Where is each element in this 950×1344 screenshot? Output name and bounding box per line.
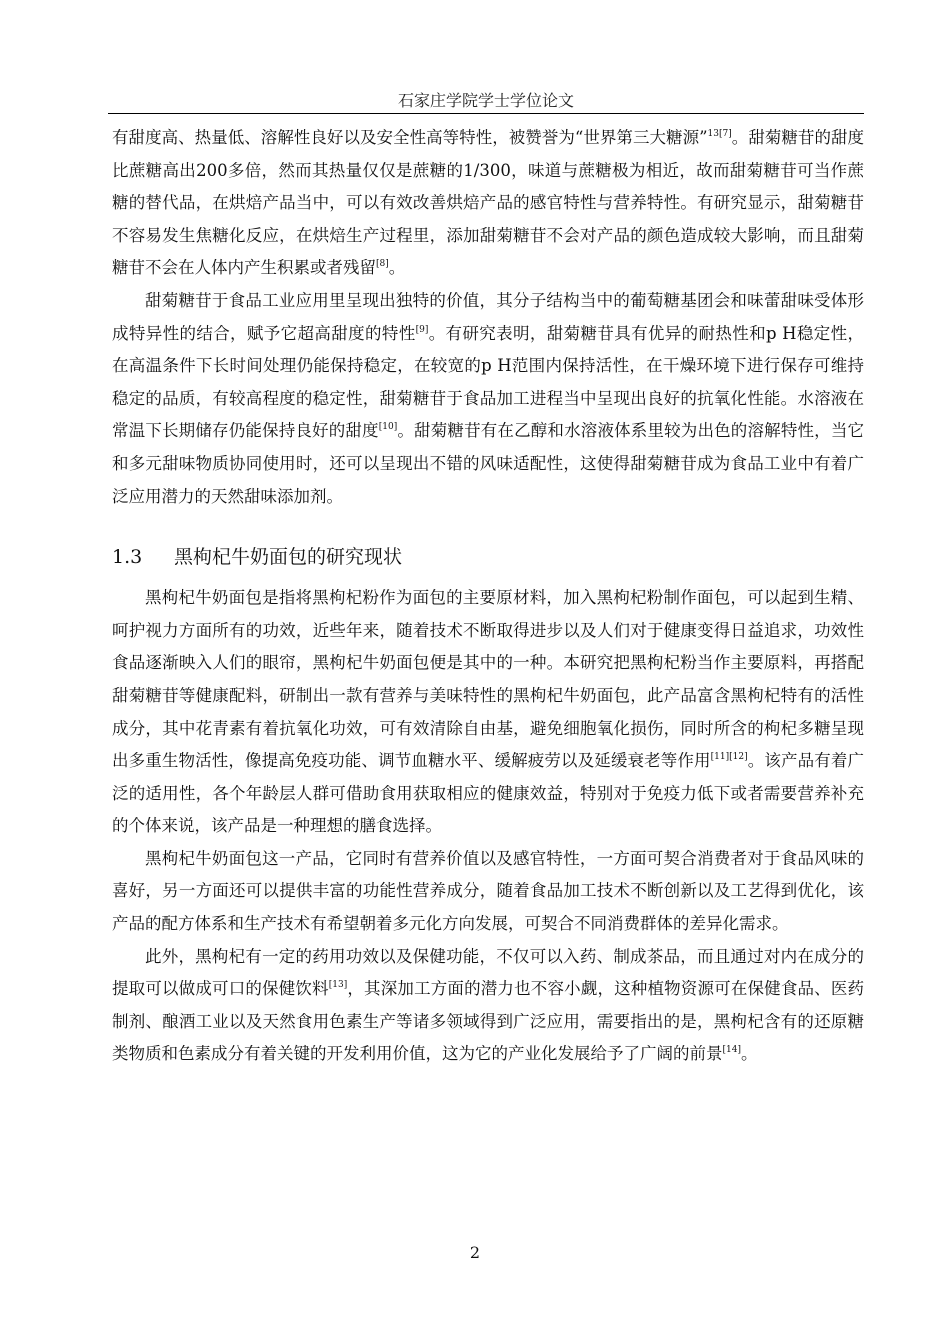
paragraph-2 xyxy=(112,285,864,513)
paragraph-1 xyxy=(112,122,864,285)
paragraph-2-text-c: 。甜菊糖苷有在乙醇和水溶液体系里较为出色的溶解特性，当它和多元甜味物质协同使用时，还可以呈现出不错的风味适配性，这使得甜菊糖苷成为食品工业中有着广泛应用潜力的天然甜味添加剂。 xyxy=(112,421,865,506)
section-title: 黑枸杞牛奶面包的研究现状 xyxy=(174,546,403,569)
citation-11-12: [11][12] xyxy=(710,752,748,763)
paragraph-2-text-a: 甜菊糖苷于食品工业应用里呈现出独特的价值，其分子结构当中的葡萄糖基团会和味蕾甜味受体形成特异性的结合，赋予它超高甜度的特性 xyxy=(112,290,864,343)
citation-13: [13] xyxy=(328,980,348,991)
paragraph-4-text-a: 黑枸杞牛奶面包这一产品，它同时有营养价值以及感官特性，一方面可契合消费者对于食品风味的喜好，另一方面还可以提供丰富的功能性营养成分，随着食品加工技术不断创新以及工艺得到优化，该产品的配方体系和生产技术有希望朝着多元化方向发展，可契合不同消费群体的差异化需求。 xyxy=(112,848,864,934)
running-header: 石家庄学院学士学位论文 xyxy=(397,91,574,110)
paragraph-1-text-a: 有甜度高、热量低、溶解性良好以及安全性高等特性，被赞誉为“世界第三大糖源” xyxy=(112,128,708,147)
section-number: 1.3 xyxy=(112,546,143,569)
page-number: 2 xyxy=(469,1243,481,1262)
citation-7: 13[7] xyxy=(707,129,732,139)
citation-14: [14] xyxy=(722,1045,741,1056)
paragraph-3-text-a: 黑枸杞牛奶面包是指将黑枸杞粉作为面包的主要原材料，加入黑枸杞粉制作面包，可以起到生精、呵护视力方面所有的功效，近些年来，随着技术不断取得进步以及人们对于健康变得日益追求，功效性食品逐渐映入人们的眼帘，黑枸杞牛奶面包便是其中的一种。本研究把黑枸杞粉当作主要原料，再搭配甜菊糖苷等健康配料，研制出一款有营养与美味特性的黑枸杞牛奶面包，此产品富含黑枸杞特有的活性成分，其中花青素有着抗氧化功效，可有效清除自由基，避免细胞氧化损伤，同时所含的枸杞多糖呈现出多重生物活性，像提高免疫功能、调节血糖水平、缓解疲劳以及延缓衰老等作用 xyxy=(112,588,864,771)
paragraph-3-text-b: 。该产品有着广泛的适用性，各个年龄层人群可借助食用获取相应的健康效益，特别对于免疫力低下或者需要营养补充的个体来说，该产品是一种理想的膳食选择。 xyxy=(112,751,865,836)
paragraph-1-text-b: 。甜菊糖苷的甜度比蔗糖高出200多倍，然而其热量仅仅是蔗糖的1/300，味道与蔗糖极为相近，故而甜菊糖苷可当作蔗糖的替代品，在烘焙产品当中，可以有效改善烘焙产品的感官特性与营养特性。有研究显示，甜菊糖苷不容易发生焦糖化反应，在烘焙生产过程里，添加甜菊糖苷不会对产品的颜色造成较大影响，而且甜菊糖苷不会在人体内产生积累或者残留 xyxy=(112,128,865,278)
body-text xyxy=(112,122,864,1071)
paragraph-5-text-b: ，其深加工方面的潜力也不容小觑，这种植物资源可在保健食品、医药制剂、酿酒工业以及天然食用色素生产等诸多领域得到广泛应用，需要指出的是，黑枸杞含有的还原糖类物质和色素成分有着关键的开发利用价值，这为它的产业化发展给予了广阔的前景 xyxy=(112,979,865,1064)
citation-10: [10] xyxy=(378,422,398,433)
paragraph-4 xyxy=(112,843,864,941)
paragraph-5 xyxy=(112,941,864,1071)
citation-9: [9] xyxy=(415,324,429,335)
citation-8: [8] xyxy=(376,259,389,270)
paragraph-2-text-b: 。有研究表明，甜菊糖苷具有优异的耐热性和p H稳定性，在高温条件下长时间处理仍能保持稳定，在较宽的p H范围内保持活性，在干燥环境下进行保存可维持稳定的品质，有较高程度的稳定性，甜菊糖苷于食品加工进程当中呈现出良好的抗氧化性能。水溶液在常温下长期储存仍能保持良好的甜度 xyxy=(112,323,865,441)
header-divider xyxy=(108,113,864,114)
paragraph-5-text-c: 。 xyxy=(740,1044,758,1064)
paragraph-5-text-a: 此外，黑枸杞有一定的药用功效以及保健功能，不仅可以入药、制成茶品，而且通过对内在成分的提取可以做成可口的保健饮料 xyxy=(112,946,864,999)
section-heading xyxy=(112,544,864,570)
paragraph-3 xyxy=(112,582,864,843)
paragraph-1-text-c: 。 xyxy=(388,258,406,278)
